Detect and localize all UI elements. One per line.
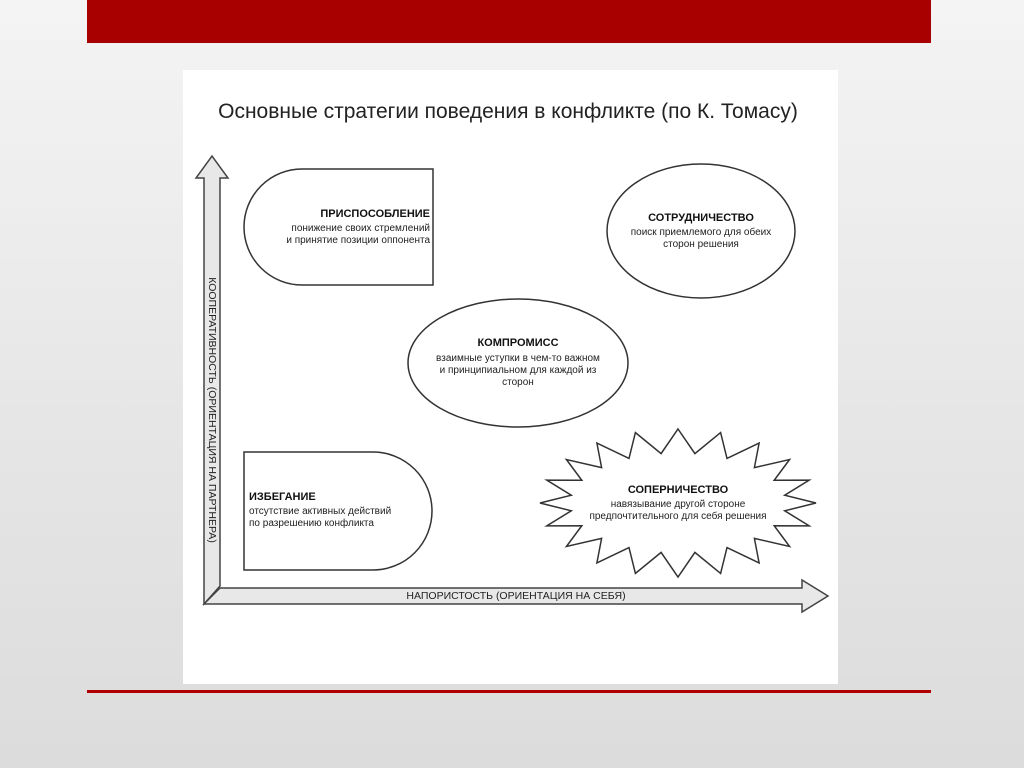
compromise-desc-line: сторон	[502, 377, 534, 388]
avoidance-desc-line: по разрешению конфликта	[249, 518, 374, 529]
avoidance-desc-line: отсутствие активных действий	[249, 506, 392, 517]
compromise-desc-line: и принципиальном для каждой из	[439, 365, 597, 376]
compromise-desc-line: взаимные уступки в чем-то важном	[436, 353, 600, 364]
accommodation-desc-line: и принятие позиции оппонента	[286, 235, 430, 246]
accommodation-desc-line: понижение своих стремлений	[291, 223, 430, 234]
competition-title: СОПЕРНИЧЕСТВО	[627, 484, 729, 496]
collaboration-desc-line: поиск приемлемого для обеих	[630, 227, 772, 238]
y-axis-label: КООПЕРАТИВНОСТЬ (ОРИЕНТАЦИЯ НА ПАРТНЕРА)	[206, 277, 218, 543]
x-axis-label: НАПОРИСТОСТЬ (ОРИЕНТАЦИЯ НА СЕБЯ)	[406, 590, 626, 602]
collaboration-desc-line: сторон решения	[663, 239, 739, 250]
avoidance-title: ИЗБЕГАНИЕ	[249, 491, 316, 503]
compromise-title: КОМПРОМИСС	[477, 337, 559, 349]
collaboration-title: СОТРУДНИЧЕСТВО	[648, 212, 754, 224]
competition-desc-line: предпочтительного для себя решения	[589, 511, 767, 522]
accommodation-title: ПРИСПОСОБЛЕНИЕ	[320, 208, 430, 220]
diagram-title: Основные стратегии поведения в конфликте (по К. Томасу)	[218, 100, 798, 123]
competition-desc-line: навязывание другой стороне	[610, 499, 746, 510]
